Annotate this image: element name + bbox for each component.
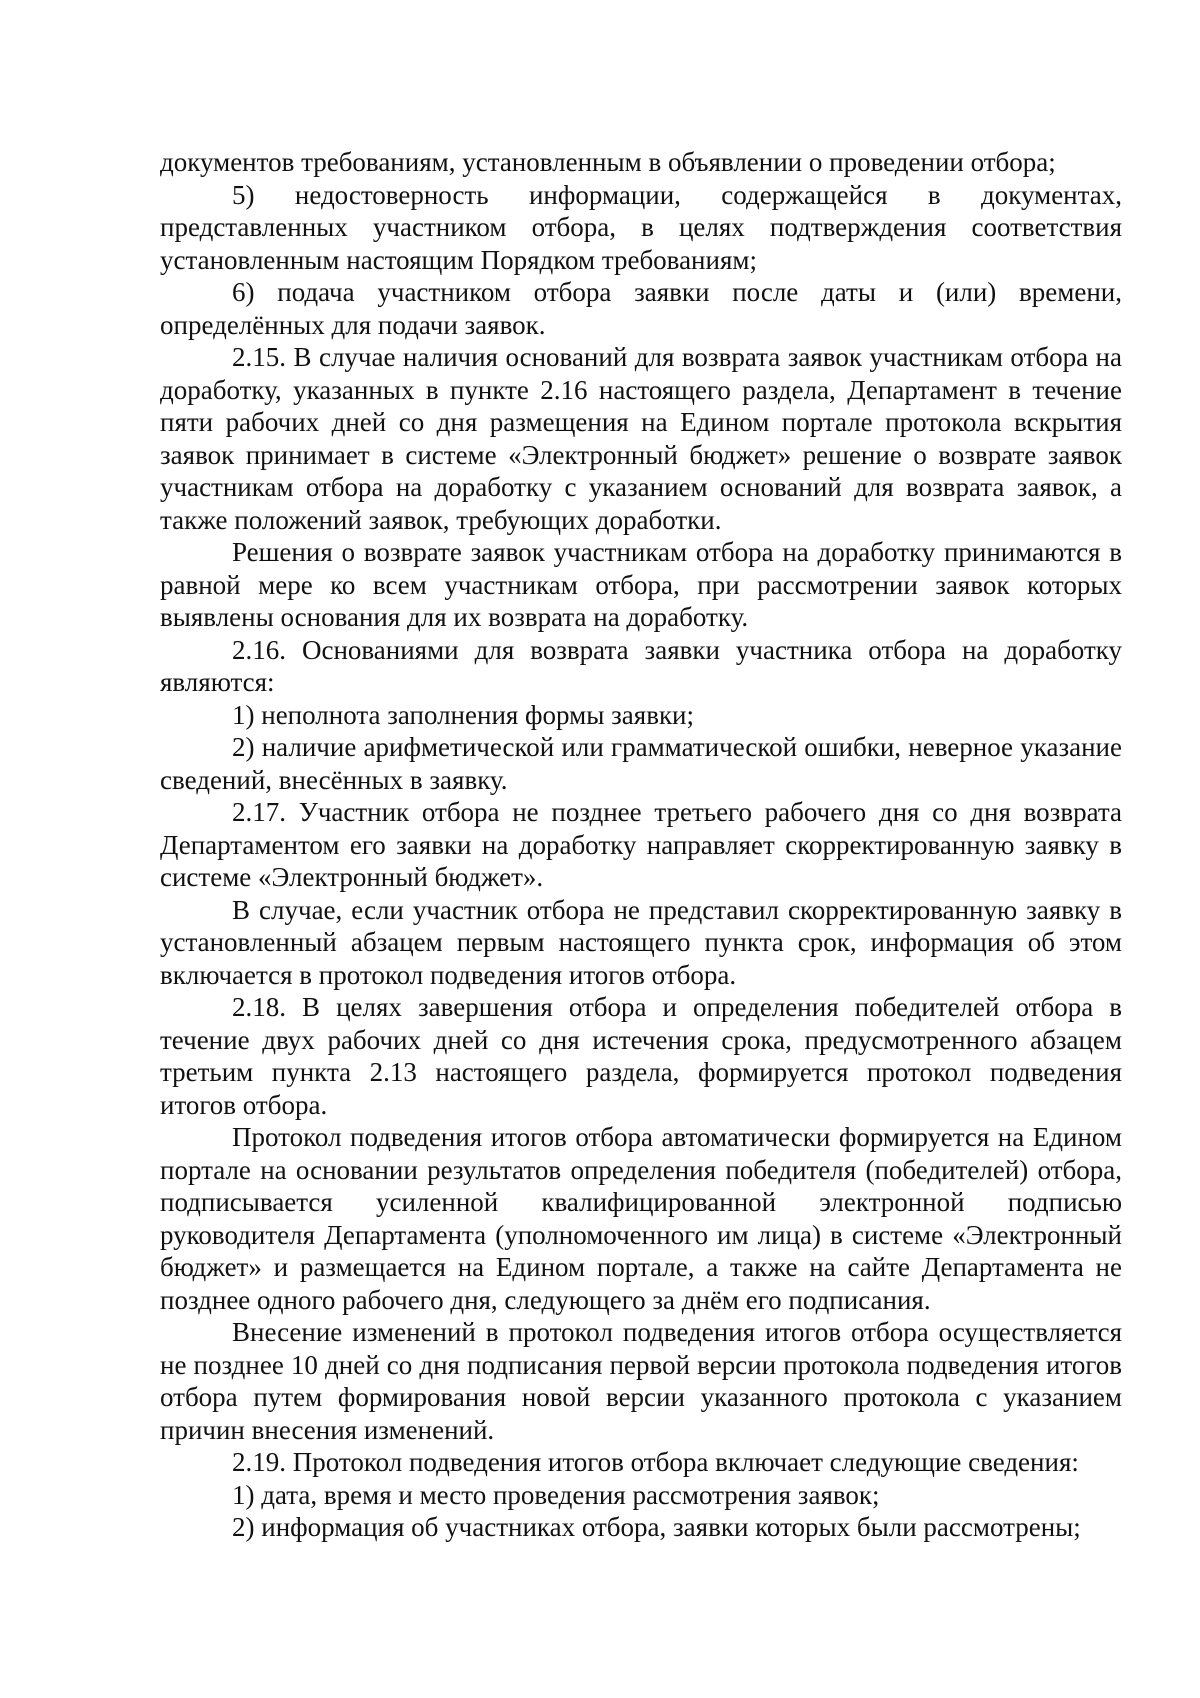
paragraph-continuation: документов требованиям, установленным в объявлении о проведении отбора;: [160, 147, 1056, 177]
paragraph-2-17-case: В случае, если участник отбора не представил скорректированную заявку в установленный абзацем первым настоящего пункта срок, информация об этом включается в протокол подведения итогов отбора.: [160, 894, 1122, 990]
document-page: [160, 146, 1122, 1544]
paragraph-changes: Внесение изменений в протокол подведения итогов отбора осуществляется не позднее 10 дней со дня подписания первой версии протокола подведения итогов отбора путем формирования новой версии указанного протокола с указанием причин внесения изменений.: [160, 1317, 1122, 1445]
paragraph-2-18: 2.18. В целях завершения отбора и определения победителей отбора в течение двух рабочих дней со дня истечения срока, предусмотренного абзацем третьим пункта 2.13 настоящего раздела, формируется протокол подведения итогов отбора.: [160, 992, 1122, 1120]
paragraph-item-6: 6) подача участником отбора заявки после даты и (или) времени, определённых для подачи заявок.: [160, 277, 1122, 340]
paragraph-2-19: 2.19. Протокол подведения итогов отбора включает следующие сведения:: [232, 1447, 1079, 1477]
paragraph-2-16-item-1: 1) неполнота заполнения формы заявки;: [232, 699, 695, 730]
paragraph-2-16: 2.16. Основаниями для возврата заявки участника отбора на доработку являются:: [160, 634, 1122, 697]
paragraph-protocol: Протокол подведения итогов отбора автоматически формируется на Едином портале на основании результатов определения победителя (победителей) отбора, подписывается усиленной квалифицированной электронной подписью руководителя Департамента (уполномоченного им лица) в системе «Электронный бюджет» и размещается на Едином портале, а также на сайте Департамента не позднее одного рабочего дня, следующего за днём его подписания.: [160, 1122, 1122, 1315]
paragraph-2-15: 2.15. В случае наличия оснований для возврата заявок участникам отбора на доработку, указанных в пункте 2.16 настоящего раздела, Департамент в течение пяти рабочих дней со дня размещения на Едином портале протокола вскрытия заявок принимает в системе «Электронный бюджет» решение о возврате заявок участникам отбора на доработку с указанием оснований для возврата заявок, а также положений заявок, требующих доработки.: [160, 342, 1122, 535]
paragraph-item-5: 5) недостоверность информации, содержащейся в документах, представленных участником отбора, в целях подтверждения соответствия установленным настоящим Порядком требованиям;: [160, 179, 1122, 275]
paragraph-2-19-item-1: 1) дата, время и место проведения рассмотрения заявок;: [232, 1479, 880, 1510]
paragraph-2-17: 2.17. Участник отбора не позднее третьего рабочего дня со дня возврата Департаментом его заявки на доработку направляет скорректированную заявку в системе «Электронный бюджет».: [160, 797, 1122, 892]
paragraph-decisions: Решения о возврате заявок участникам отбора на доработку принимаются в равной мере ко всем участникам отбора, при рассмотрении заявок которых выявлены основания для их возврата на доработку.: [160, 537, 1122, 632]
paragraph-2-19-item-2: 2) информация об участниках отбора, заявки которых были рассмотрены;: [232, 1512, 1081, 1542]
paragraph-2-16-item-2: 2) наличие арифметической или грамматической ошибки, неверное указание сведений, внесённых в заявку.: [160, 732, 1122, 795]
